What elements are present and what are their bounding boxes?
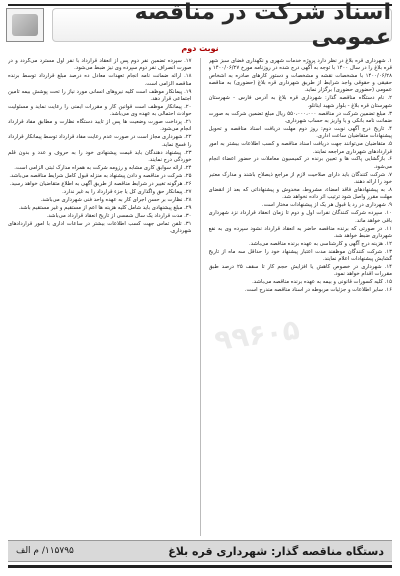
clause-paragraph: ۱۹. پیمانکار موظف است کلیه نیروهای انسانی مورد نیاز را تحت پوشش بیمه تامین اجتماعی قرار دهد.	[8, 88, 192, 102]
clause-paragraph: ۱۲. هزینه درج آگهی و کارشناسی به عهده برنده مناقصه می‌باشد.	[249, 240, 392, 247]
clause-paragraph: ۲۱. پرداخت صورت وضعیت ها پس از تایید دستگاه نظارت و مطابق مفاد قرارداد انجام می‌شود.	[8, 119, 192, 133]
notice-title: اسناد شرکت در مناقصه عمومی	[134, 0, 391, 50]
clause-paragraph: ۵. متقاضیان می‌توانند جهت دریافت اسناد مناقصه و کسب اطلاعات بیشتر به امور قراردادهای شهرداری مراجعه نمایند.	[208, 141, 392, 155]
clause-paragraph: ۲. نام دستگاه مناقصه گذار: شهرداری قره بلاغ به آدرس فارس - شهرستان شهرستان قره بلاغ - بلوار شهید اینانلو.	[208, 95, 392, 109]
clause-paragraph: ۲۴. ارائه سوابق کاری مشابه و رزومه شرکت به همراه مدارک ثبتی الزامی است.	[14, 164, 192, 171]
clause-paragraph: ۱۴. شهرداری در خصوص کاهش یا افزایش حجم کار تا سقف ۲۵ درصد طبق مقررات اقدام خواهد نمود.	[208, 264, 392, 278]
clause-paragraph: ۲۸. نظارت بر حسن اجرای کار به عهده واحد فنی شهرداری می‌باشد.	[40, 196, 192, 203]
clause-paragraph: ۲۲. شهرداری مجاز است در صورت عدم رعایت مفاد قرارداد توسط پیمانکار قرارداد را فسخ نماید.	[8, 134, 192, 148]
clause-paragraph: ۷. شرکت کنندگان باید دارای صلاحیت لازم از مراجع ذیصلاح باشند و مدارک معتبر خود را ارائه دهند.	[208, 171, 392, 186]
clause-paragraph: ۱۱. در صورتی که برنده مناقصه حاضر به انعقاد قرارداد نشود سپرده وی به نفع شهرداری ضبط خواهد شد.	[208, 225, 392, 239]
footer-bar	[8, 540, 392, 562]
subtitle-row	[8, 44, 392, 58]
clause-paragraph: ۳۰. مدت قرارداد یک سال شمسی از تاریخ انعقاد قرارداد می‌باشد.	[46, 212, 192, 219]
clause-paragraph: ۶. بازگشایی پاکت ها و تعیین برنده در کمیسیون معاملات در حضور اعضاء انجام می‌شود.	[208, 156, 392, 170]
clause-paragraph: ۲۰. پیمانکار موظف است قوانین کار و مقررات ایمنی را رعایت نماید و مسئولیت حوادث احتمالی به عهده وی می‌باشد.	[8, 103, 192, 118]
clause-paragraph: ۱۸. ارائه ضمانت نامه انجام تعهدات معادل ده درصد مبلغ قرارداد توسط برنده مناقصه الزامی است.	[8, 73, 192, 87]
clause-paragraph: ۲۵. شرکت در مناقصه و دادن پیشنهاد به منزله قبول کامل شرایط مناقصه می‌باشد.	[9, 172, 192, 179]
clause-paragraph: ۱۳. شرکت کنندگان موظفند مدت اعتبار پیشنهاد خود را حداقل سه ماه از تاریخ گشایش پیشنهادات اعلام نمایند.	[208, 248, 392, 263]
footer-code: ۱۱۵۷۹۵/ م الف	[16, 546, 74, 556]
clause-paragraph: ۱۶. سایر اطلاعات و جزئیات مربوطه در اسناد مناقصه مندرج است.	[244, 287, 392, 294]
clause-paragraph: ۱۷. سپرده تضمین نفر دوم پس از انعقاد قرارداد با نفر اول مسترد می‌گردد و در صورت انصراف نفر دوم سپرده وی نیز ضبط می‌شود.	[8, 58, 192, 72]
footer-stripe	[8, 565, 392, 568]
clause-paragraph: ۲۷. پیمانکار حق واگذاری کل یا جزء قرارداد را به غیر ندارد.	[62, 188, 192, 195]
clause-paragraph: ۲۹. مبلغ پیشنهادی باید شامل کلیه هزینه ها اعم از مستقیم و غیر مستقیم باشد.	[18, 204, 192, 211]
column-left	[8, 58, 192, 536]
round-badge: نوبت دوم	[181, 44, 219, 53]
notice-footer	[0, 538, 400, 576]
clause-paragraph: ۳. مبلغ تضمین شرکت در مناقصه ۵۵۰،۰۰۰،۰۰۰ ریال مبلغ تضمین شرکت به صورت ضمانت نامه بانکی و یا واریز به حساب شهرداری.	[208, 110, 392, 124]
clause-paragraph: ۲۳. پیشنهاد دهندگان باید قیمت پیشنهادی خود را به حروف و عدد و بدون قلم خوردگی درج نمایند.	[8, 149, 192, 164]
clause-paragraph: ۱۵. کلیه کسورات قانونی و بیمه به عهده برنده مناقصه می‌باشد.	[252, 279, 392, 286]
clause-paragraph: ۲۶. هرگونه تغییر در شرایط مناقصه از طریق آگهی به اطلاع متقاضیان خواهد رسید.	[9, 180, 192, 187]
clause-paragraph: ۳۱. تلفن تماس جهت کسب اطلاعات بیشتر در ساعات اداری با امور قراردادهای شهرداری.	[8, 220, 192, 234]
clause-paragraph: ۴. تاریخ درج آگهی نوبت دوم: روز دوم مهلت دریافت اسناد مناقصه و تحویل پیشنهادات متقاضیان ساعت اداری.	[208, 125, 392, 140]
municipality-logo	[6, 8, 44, 42]
logo-emblem-icon	[12, 14, 38, 36]
footer-organizer: دستگاه مناقصه گذار: شهرداری قره بلاغ	[168, 544, 384, 558]
clause-paragraph: ۹. شهرداری در رد یا قبول هر یک از پیشنهادات مختار است.	[261, 202, 392, 209]
watermark: ۹۹۶۰۵	[212, 312, 302, 358]
column-divider	[200, 58, 201, 536]
column-right	[209, 58, 393, 536]
clause-paragraph: ۸. به پیشنهادهای فاقد امضاء، مشروط، مخدوش و پیشنهاداتی که بعد از انقضای مهلت مقرر واصل شود ترتیب اثر داده نخواهد شد.	[208, 187, 392, 201]
clause-paragraph: ۱. شهرداری قره بلاغ در نظر دارد پروژه خدمات شهری و نگهداری فضای سبز شهر قره بلاغ را در سال ۱۴۰۰ با توجه به آگهی درج شده در روزنامه مورخ ۱۴۰۰/۰۶/۲۷ و ۱۴۰۰/۰۶/۲۸ با مشخصات نقشه و مشخصات و دستور کارهای صادره به اشخاص حقیقی و حقوقی واجد شرایط از طریق شهرداری قره بلاغ (حضوری) به مناقصه عمومی (حضوری حضوری) برگزار نماید.	[208, 58, 392, 94]
clause-paragraph: ۱۰. سپرده شرکت کنندگان نفرات اول و دوم تا زمان انعقاد قرارداد نزد شهرداری باقی خواهد ماند.	[208, 210, 392, 224]
notice-body	[8, 58, 392, 536]
